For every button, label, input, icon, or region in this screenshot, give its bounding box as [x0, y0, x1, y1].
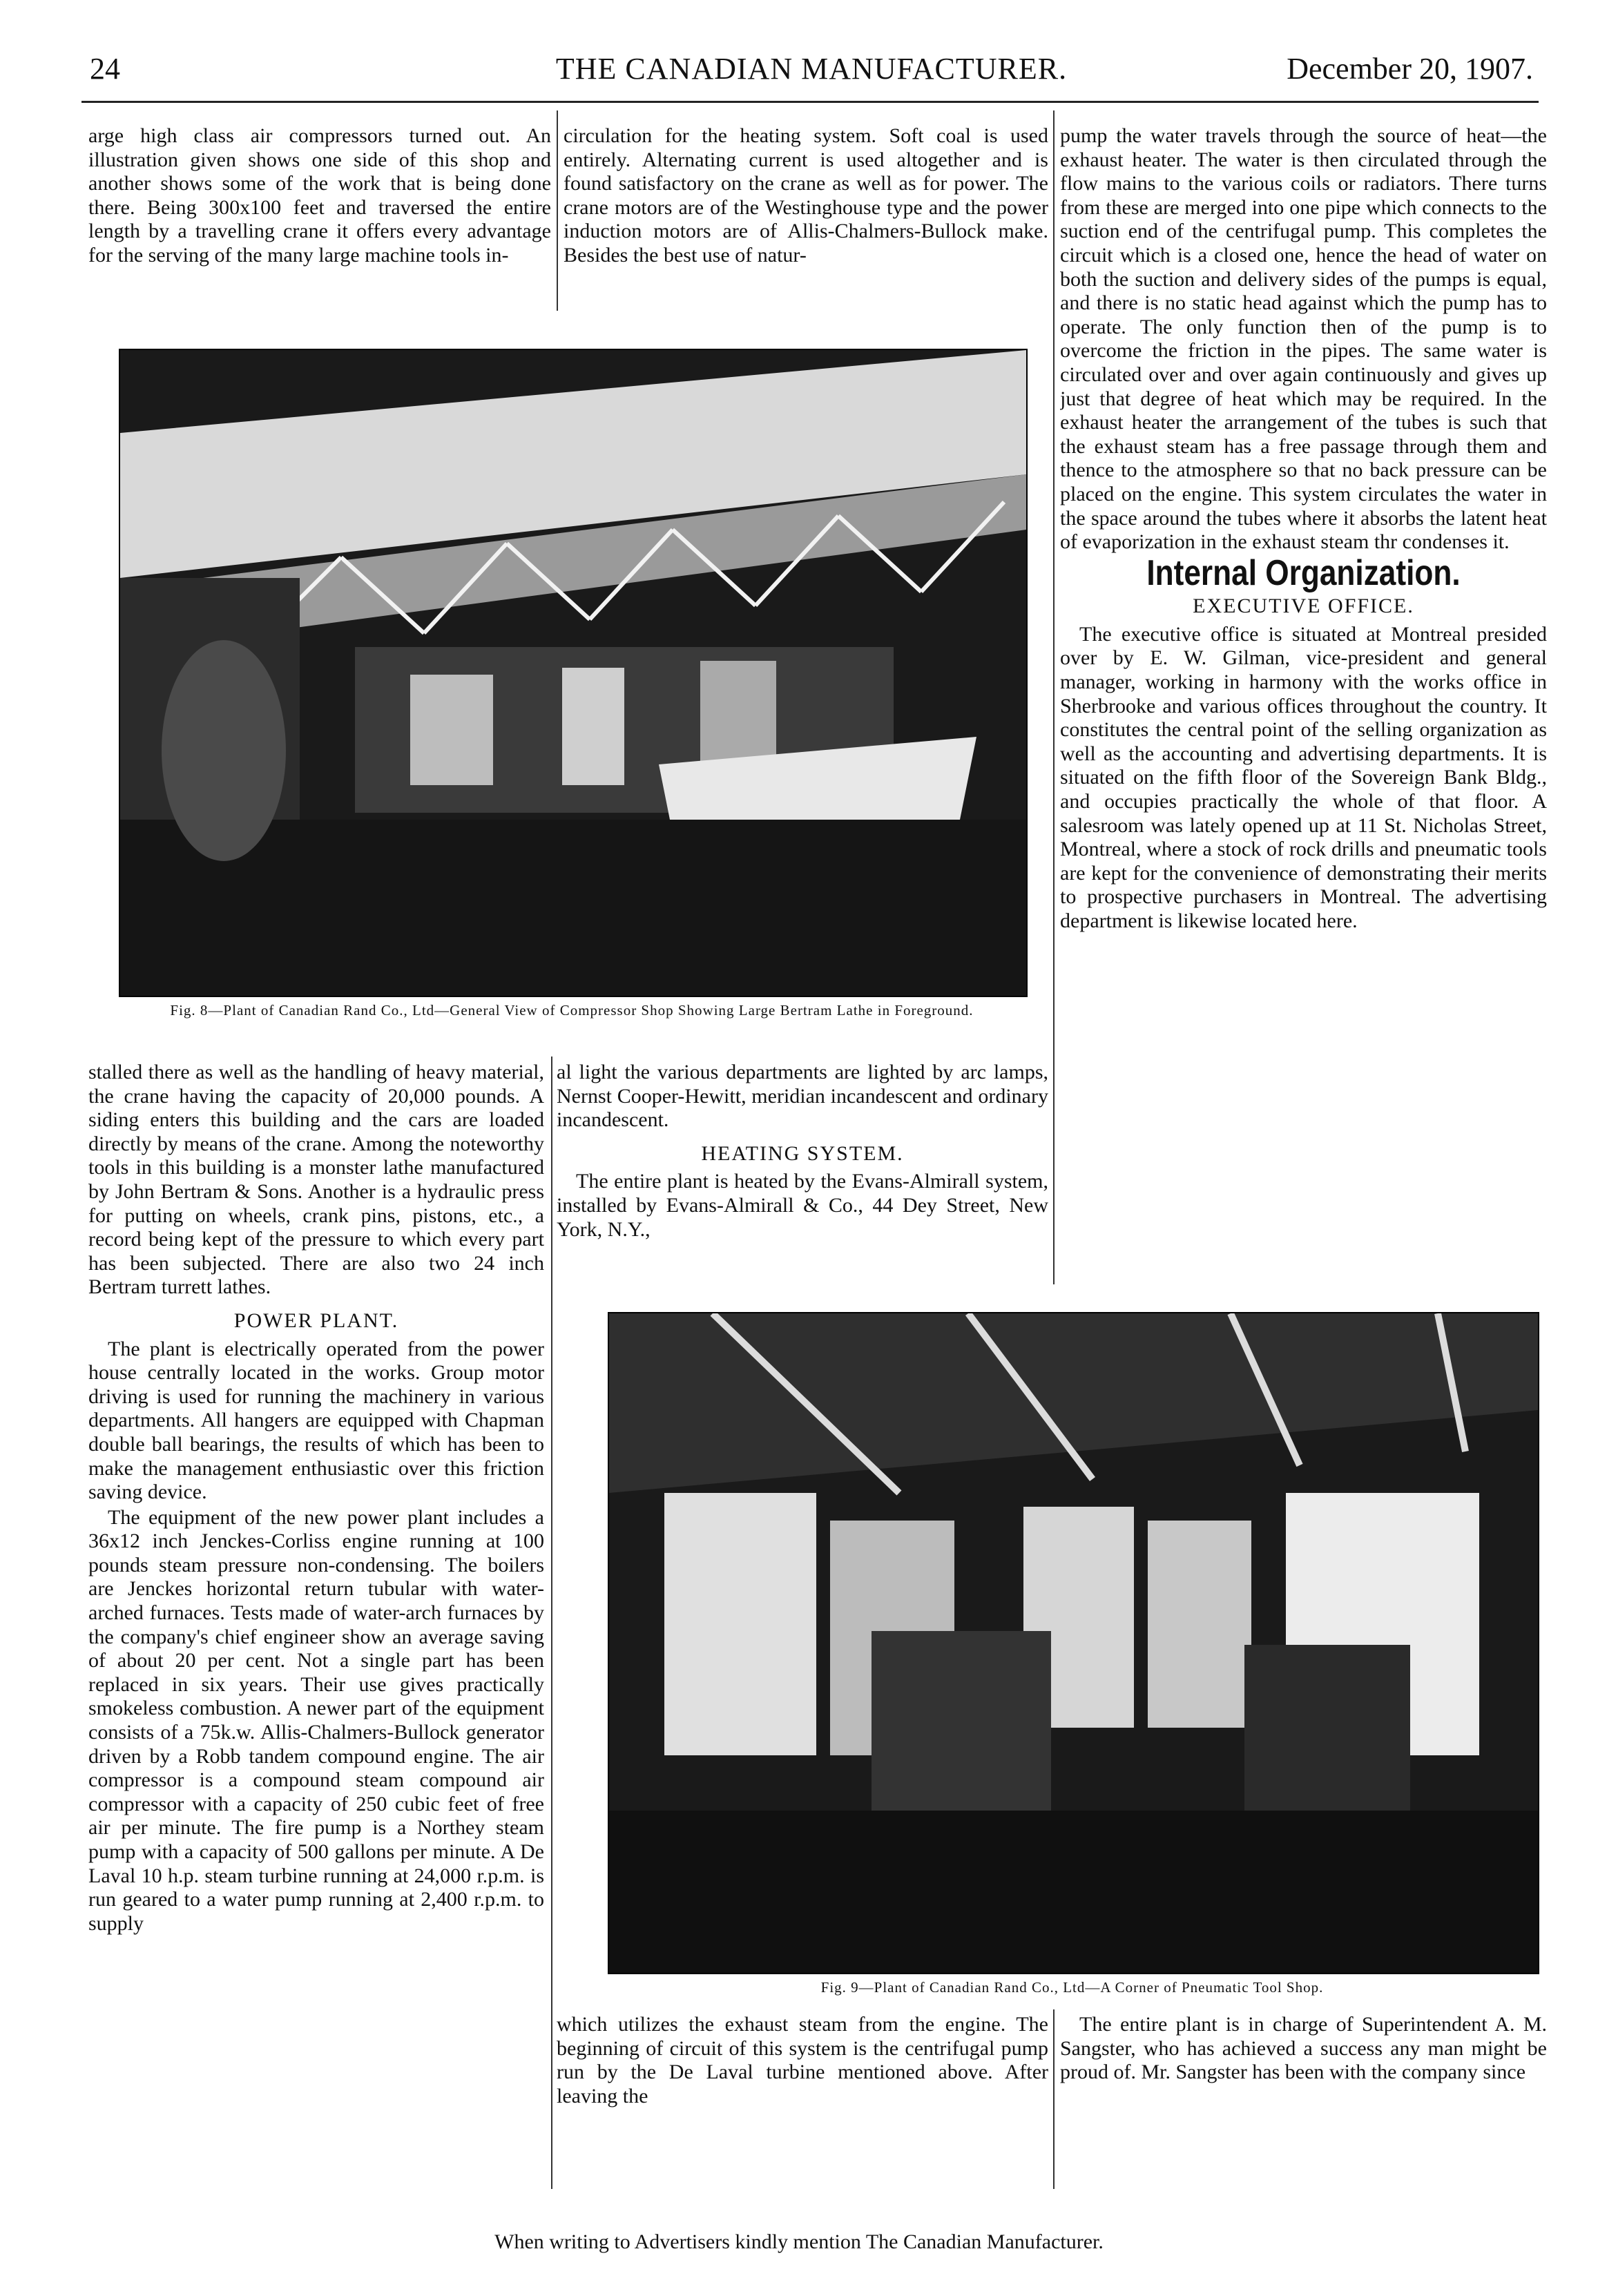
publication-title: THE CANADIAN MANUFACTURER. [555, 52, 1068, 86]
advertiser-notice: When writing to Advertisers kindly mention The Canadian Manufacturer. [494, 2230, 1104, 2253]
column-2-middle [557, 1061, 1048, 1268]
column-2-top [564, 124, 1048, 311]
column-2-bottom [557, 2013, 1048, 2192]
column-1-middle [88, 1061, 544, 2193]
issue-date: December 20, 1907. [1287, 52, 1533, 86]
compressor-shop-image [120, 350, 1026, 996]
paragraph: The equipment of the new power plant includes a 36x12 inch Jenckes-Corliss engine running at 100 pounds steam pressure non-condensing. The boilers are Jenckes horizontal return tubular with water-arched furnaces. Tests made of water-arch furnaces by the company's chief engineer show an average saving of about 20 per cent. Not a single part has been replaced in six years. Their use gives practically smokeless combustion. A newer part of the equipment consists of a 75k.w. Allis-Chalmers-Bullock generator driven by a Robb tandem compound engine. The air compressor is a compound steam compound air compressor with a capacity of 250 cubic feet of free air per minute. The fire pump is a Northey steam pump with a capacity of 500 gallons per minute. A De Laval 10 h.p. steam turbine running at 24,000 r.p.m. is run geared to a water pump running at 2,400 r.p.m. to supply [88, 1505, 544, 1935]
column-divider [1053, 2009, 1055, 2189]
page-number: 24 [90, 52, 120, 86]
figure-9-photo [608, 1312, 1539, 1974]
paragraph: arge high class air compressors turned out. An illustration given shows one side of this shop and another shows some of the work that is being done there. Being 300x100 feet and traversed the entire length by a travelling crane it offers every advantage for the serving of the many large machine tools in- [88, 124, 551, 267]
figure-9-caption: Fig. 9—Plant of Canadian Rand Co., Ltd—A Corner of Pneumatic Tool Shop. [820, 1979, 1324, 1996]
column-3 [1060, 124, 1547, 1284]
subheading-heating-system: HEATING SYSTEM. [701, 1141, 904, 1165]
figure-8-photo [119, 349, 1028, 997]
paragraph: stalled there as well as the handling of heavy material, the crane having the capacity of 20,000 pounds. A siding enters this building and the cars are loaded directly by means of the crane. Among the noteworthy tools in this building is a monster lathe manufactured by John Bertram & Sons. Another is a hydraulic press for putting on wheels, crank pins, pistons, etc., a record being kept of the pressure to which every part has been subjected. There are also two 24 inch Bertram turrett lathes. [88, 1061, 544, 1299]
page-header [90, 51, 1533, 99]
column-divider [557, 110, 558, 311]
paragraph: al light the various departments are lighted by arc lamps, Nernst Cooper-Hewitt, meridian incandescent and ordinary incandescent. [557, 1061, 1048, 1132]
paragraph: circulation for the heating system. Soft coal is used entirely. Alternating current is used altogether and is found satisfactory on the crane as well as for power. The crane motors are of the Westinghouse type and the power induction motors are of Allis-Chalmers-Bullock make. Besides the best use of natur- [564, 124, 1048, 267]
figure-8-caption: Fig. 8—Plant of Canadian Rand Co., Ltd—General View of Compressor Shop Showing Large Bertram Lathe in Foreground. [170, 1002, 974, 1019]
paragraph: The plant is electrically operated from the power house centrally located in the works. Group motor driving is used for running the machinery in various departments. All hangers are equipped with Chapman double ball bearings, the results of which has been to make the management enthusiastic over this friction saving device. [88, 1337, 544, 1504]
column-divider [551, 1057, 552, 2189]
section-heading-internal-organization: Internal Organization. [1146, 552, 1461, 593]
paragraph: The entire plant is heated by the Evans-Almirall system, installed by Evans-Almirall & Co., 44 Dey Street, New York, N.Y., [557, 1170, 1048, 1241]
subheading-power-plant: POWER PLANT. [233, 1309, 399, 1332]
header-rule [81, 101, 1539, 103]
paragraph: The executive office is situated at Montreal presided over by E. W. Gilman, vice-president and general manager, working in harmony with the works office in Sherbrooke and various offices throughout the country. It constitutes the central point of the selling organization as well as the accounting and advertising departments. It is situated on the fifth floor of the Sovereign Bank Bldg., and occupies practically the whole of that floor. A salesroom was lately opened up at 11 St. Nicholas Street, Montreal, where a stock of rock drills and pneumatic tools are kept for the convenience of demonstrating their merits to prospective purchasers in Montreal. The advertising department is likewise located here. [1060, 622, 1547, 932]
paragraph: which utilizes the exhaust steam from the engine. The beginning of circuit of this system is the centrifugal pump run by the De Laval turbine mentioned above. After leaving the [557, 2013, 1048, 2107]
paragraph: The entire plant is in charge of Superintendent A. M. Sangster, who has achieved a success any man might be proud of. Mr. Sangster has been with the company since [1060, 2013, 1547, 2084]
column-1-top [88, 124, 551, 311]
column-3-bottom [1060, 2013, 1547, 2192]
pneumatic-tool-shop-image [609, 1313, 1538, 1973]
subheading-executive-office: EXECUTIVE OFFICE. [1193, 595, 1414, 618]
column-divider [1053, 110, 1055, 1284]
paragraph: pump the water travels through the source of heat—the exhaust heater. The water is then circulated through the flow mains to the various coils or radiators. There turns from these are merged into one pipe which connects to the suction end of the centrifugal pump. This completes the circuit which is a closed one, hence the head of water on both the suction and delivery sides of the pumps is equal, and there is no static head against which the pump has to operate. The only function then of the pump is to overcome the friction in the pipes. The same water is circulated over and over again continuously and gives up just that degree of heat which may be required. In the exhaust heater the arrangement of the tubes is such that the exhaust steam has a free passage through them and thence to the atmosphere so that no back pressure can be placed on the engine. This system circulates the water in the space around the tubes where it absorbs the latent heat of evaporization in the exhaust steam thr condenses it. [1060, 124, 1547, 554]
